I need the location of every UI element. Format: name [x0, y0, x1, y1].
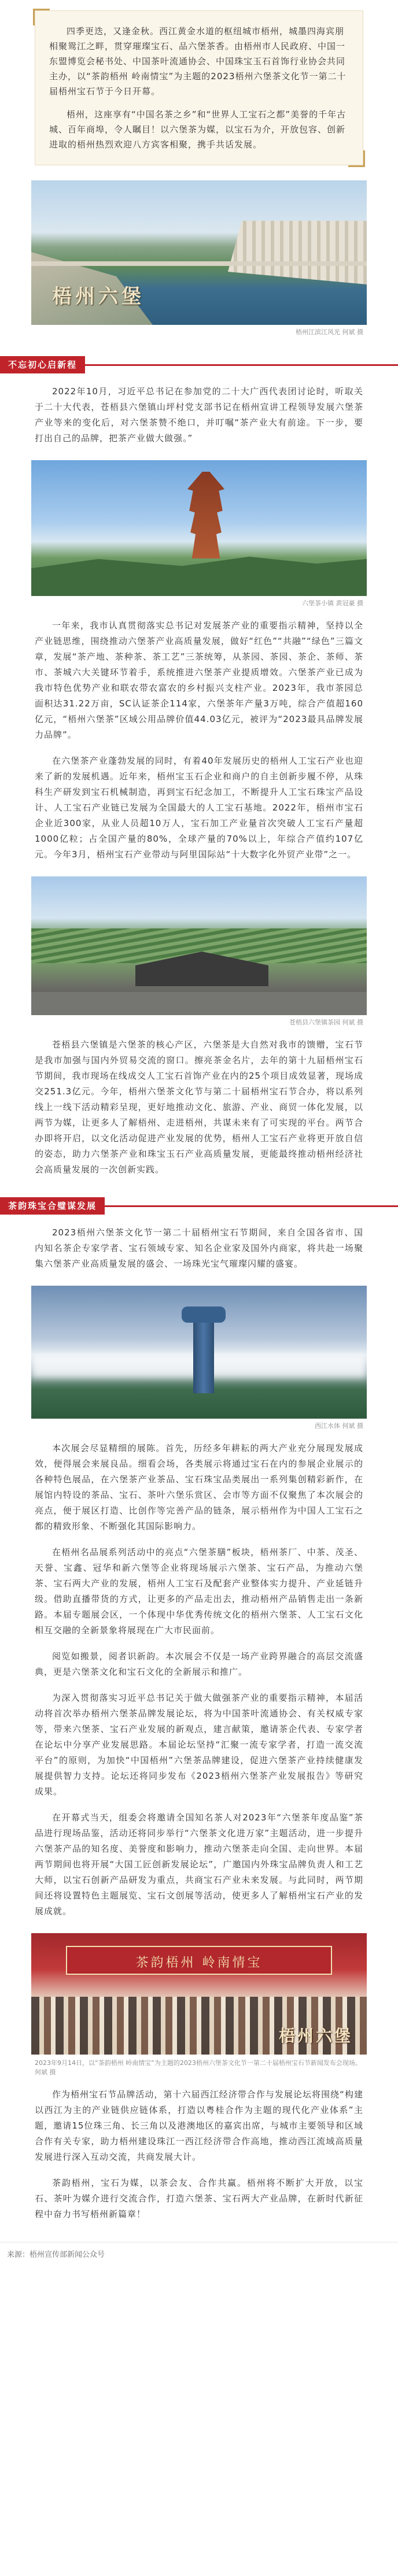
- section-rule: [85, 364, 398, 366]
- body-paragraph: 在六堡茶产业蓬勃发展的同时，有着40年发展历史的梧州人工宝石产业也迎来了新的发展机遇。近年来，梧州宝玉石企业和商户的自主创新步履不停，从珠科生产研发到宝石机械制造，再到宝石纪念加工，不断提升人工宝石珠宝产品设计、人工宝石产业链已发展为全国最大的人工宝石基地。2022年，梧州市宝石企业近300家，从业人员超10万人，宝石加工产业量首次突破人工宝石产量超1000亿粒；占全国产量的80%，全球产量的70%以上，年综合产值约107亿元。今年3月，梧州宝石产业带动与阿里国际站“十大数字化外贸产业带”之一。: [35, 756, 363, 860]
- photo-caption: 西江水体 何斌 摄: [315, 1422, 363, 1430]
- section-rule: [105, 1205, 398, 1207]
- photo-caption: 梧州江滨江风光 何斌 摄: [296, 328, 363, 336]
- body-paragraph: 在梧州名品展系列活动中的亮点“六堡茶膳”板块，梧州茶厂、中茶、茂圣、天誉、宝鑫、冠华和新六堡等企业将现场展示六堡茶、宝石产品，为推动六堡茶、宝石两大产业的发展，梧州人工宝石及配套产业整体实力提升、产业延链升级。借助直播带货的方式，让更多的产品走出去，推动梧州产品销售走出一条新路。本届专题展会区，一个体现中华优秀传统文化的梧州六堡茶、人工宝石文化相互交融的全新景象将展现在广大市民面前。: [35, 1547, 363, 1635]
- section-header-2: [0, 1197, 398, 1215]
- pagoda-tower: [187, 472, 224, 558]
- tv-tower: [193, 1306, 214, 1393]
- body-paragraph: 作为梧州宝石节品牌活动，第十六届西江经济带合作与发展论坛将围绕“构建以西江为主的产业链供应链体系，打造以粤桂合作为主题的现代化产业体系”主题，邀请15位珠三角、长三角以及港澳地区的嘉宾出席，与城市主要领导和区域合作有关专家，助力梧州建设珠江一西江经济带合作高地，推动西江流域高质量发展进行深入互动交流，共商发展大计。: [35, 2089, 363, 2162]
- body-paragraph: 2022年10月，习近平总书记在参加党的二十大广西代表团讨论时，听取关于二十大代表，苍梧县六堡镇山坪村党支部书记在梧州宣讲工程领导发展六堡茶产业等来的变化后，对六堡茶赞不绝口，并叮嘱“茶产业大有前途。下一步，要打出自己的品牌，把茶产业做大做强。”: [35, 386, 363, 443]
- section-header-1: [0, 356, 398, 373]
- calligraphy-watermark: 梧州六堡: [278, 2026, 353, 2045]
- banner-text: 茶韵梧州 岭南情宝: [135, 1956, 263, 1970]
- section-title: 茶韵珠宝合璧谋发展: [0, 1197, 105, 1215]
- body-paragraph: 一年来，我市认真贯彻落实总书记对发展茶产业的重要指示精神，坚持以全产业链思维，围绕推动六堡茶产业高质量发展，做好“红色”“共融”“绿色”三篇文章，发展“茶产地、茶种茶、茶工艺”三茶统筹，从茶园、茶园、茶企、茶师、茶市、茶城六大关键环节着手，系统推进六堡茶产业提质增效。六堡茶产业已成为我市特色优势产业和联农带农富农的乡村振兴支柱产业。2023年，我市茶园总面积达31.22万亩，SC认证茶企114家，六堡茶年产量3万吨，综合产值超160亿元，“梧州六堡茶”区域公用品牌价值44.03亿元，被评为“2023最具品牌发展力品牌”。: [35, 620, 363, 740]
- event-banner: [66, 1946, 332, 1975]
- road: [31, 992, 367, 1015]
- top-strip: [0, 0, 398, 6]
- body-paragraph: 阅览如搬景，阅者识新韵。本次展会不仅是一场产业跨界融合的高层交流盛典，更是六堡茶文化和宝石文化的全新展示和推广。: [35, 1651, 363, 1677]
- tea-town-tower-photo: [31, 460, 367, 596]
- photo-caption: 六堡茶小镇 黄冠豪 摄: [302, 599, 363, 607]
- photo-caption: 苍梧县六堡镇茶园 何斌 摄: [289, 1019, 363, 1026]
- city-buildings: [228, 221, 367, 284]
- body-paragraph: 为深入贯彻落实习近平总书记关于做大做强茶产业的重要指示精神，本届活动将首次举办梧州六堡茶品牌发展论坛，将为中国茶叶流通协会、有关权威专家等，带来六堡茶、宝石产业发展的新观点，建言献策，邀请茶企代表、专家学者在论坛中分享产业发展思路。本届论坛坚持“汇聚一流专家学者，打造一流交流平台”的原则，为加快“中国梧州”六堡茶品牌建设，促进六堡茶产业持续健康发展提供智力支持。论坛还将同步发布《2023梧州六堡茶产业发展报告》等研究成果。: [35, 1693, 363, 1797]
- tv-tower-photo: [31, 1286, 367, 1419]
- intro-paragraph: 四季更迭，又逢金秋。西江黄金水道的枢纽城市梧州，城墨四海宾朋相聚鸳江之畔，贯穿璀璨宝石、品六堡茶香。由梧州市人民政府、中国一东盟博览会秘书处、中国茶叶流通协会、中国珠宝玉石首饰行业协会共同主办，以“茶韵梧州 岭南情宝”为主题的2023梧州六堡茶文化节一第二十届梧州宝石节于今日开幕。: [49, 26, 347, 97]
- bridge: [31, 261, 367, 266]
- city-river-photo: [31, 180, 367, 325]
- body-paragraph: 在开幕式当天，组委会将邀请全国知名茶人对2023年“六堡茶年度品鉴”茶品进行现场品鉴，活动还将同步举行“六堡茶文化进万家”主题活动，进一步提升六堡茶产品的知名度、美誉度和影响力，推动六堡茶走向全国、走向世界。本届两节期间也将开展“大国工匠创新发展论坛”，广邀国内外珠宝品牌负责人和工艺大师，以宝石创新产品研发为重点，共商宝石产业未来发展。与此同时，两节期间还将设置特色主题展览、宝石文创展等活动，使更多人了解梧州宝石产业的发展成就。: [35, 1812, 363, 1916]
- body-paragraph: 茶韵梧州，宝石为媒，以茶会友、合作共赢。梧州将不断扩大开放，以宝石、茶叶为媒介进行交流合作，打造六堡茶、宝石两大产业品牌，在新时代新征程中奋力书写梧州新篇章！: [35, 2178, 363, 2219]
- body-paragraph: 本次展会尽显精细的展陈。首先，历经多年耕耘的两大产业充分展现发展成效，便得展会来展良品。细看会场，各类展示将通过宝石在内的参展企业展示的各种特色展品，在六堡茶产业茶品、宝石珠宝品类展出一系列集创精彩新作，在展馆内特设的茶品、宝石、茶叶六堡乐赏区、会市等方面不仅聚焦了本次展会的亮点，便于展区打造、比创作等完善产品的链条，展示梧州作为中国人工宝石之都的精致形象、不断强化其国际影响力。: [35, 1443, 363, 1531]
- section-title: 不忘初心启新程: [0, 356, 85, 373]
- tea-garden-photo: [31, 876, 367, 1015]
- press-conference-photo: [31, 1933, 367, 2055]
- body-paragraph: 苍梧县六堡镇是六堡茶的核心产区，六堡茶是大自然对我市的馈赠，宝石节是我市加强与国内外贸易交流的窗口。擦亮茶金名片，去年的第十九届梧州宝石节期间，我市现场在线成交人工宝石首饰产业在内的25个项目成效显著，现场成交251.3亿元。今年，梧州六堡茶文化节与第二十届梧州宝石节合办，将以系列线上一线下活动精彩呈现，更好地推动文化、旅游、产业、商贸一体化发展，以两节为媒，让更多人了解梧州、走进梧州，共谋未来有了可实现的平台。两节合办即将开启，以文化活动促进产业发展的优势，梧州人工宝石产业将更开放自信的姿态，助力六堡茶产业和珠宝玉石产业高质量发展，更能最终推动梧州经济社会高质量发展的一次创新实践。: [35, 1039, 363, 1175]
- body-paragraph: 2023梧州六堡茶文化节一第二十届梧州宝石节期间，来自全国各省市、国内知名茶企专家学者、宝石领域专家、知名企业家及国外内商家，将共赴一场聚集六堡茶产业高质量发展的盛会、一场珠光宝气璀璨闪耀的盛宴。: [35, 1227, 363, 1269]
- intro-paragraph: 梧州，这座享有“中国名茶之乡”和“世界人工宝石之都”美誉的千年古城、百年商埠，令人瞩目！以六堡茶为媒，以宝石为介，开放包容、创新进取的梧州热烈欢迎八方宾客相聚，携手共话发展。: [49, 109, 347, 150]
- intro-box: [35, 10, 363, 165]
- photo-caption: 2023年9月14日，以“茶韵梧州 岭南情宝”为主题的2023梧州六堡茶文化节一第二十届梧州宝石节新闻发布会现场。 何斌 摄: [35, 2059, 362, 2076]
- source-line: 来源：梧州宣传部新闻公众号: [7, 2251, 105, 2259]
- calligraphy-watermark: 梧州六堡: [52, 285, 145, 308]
